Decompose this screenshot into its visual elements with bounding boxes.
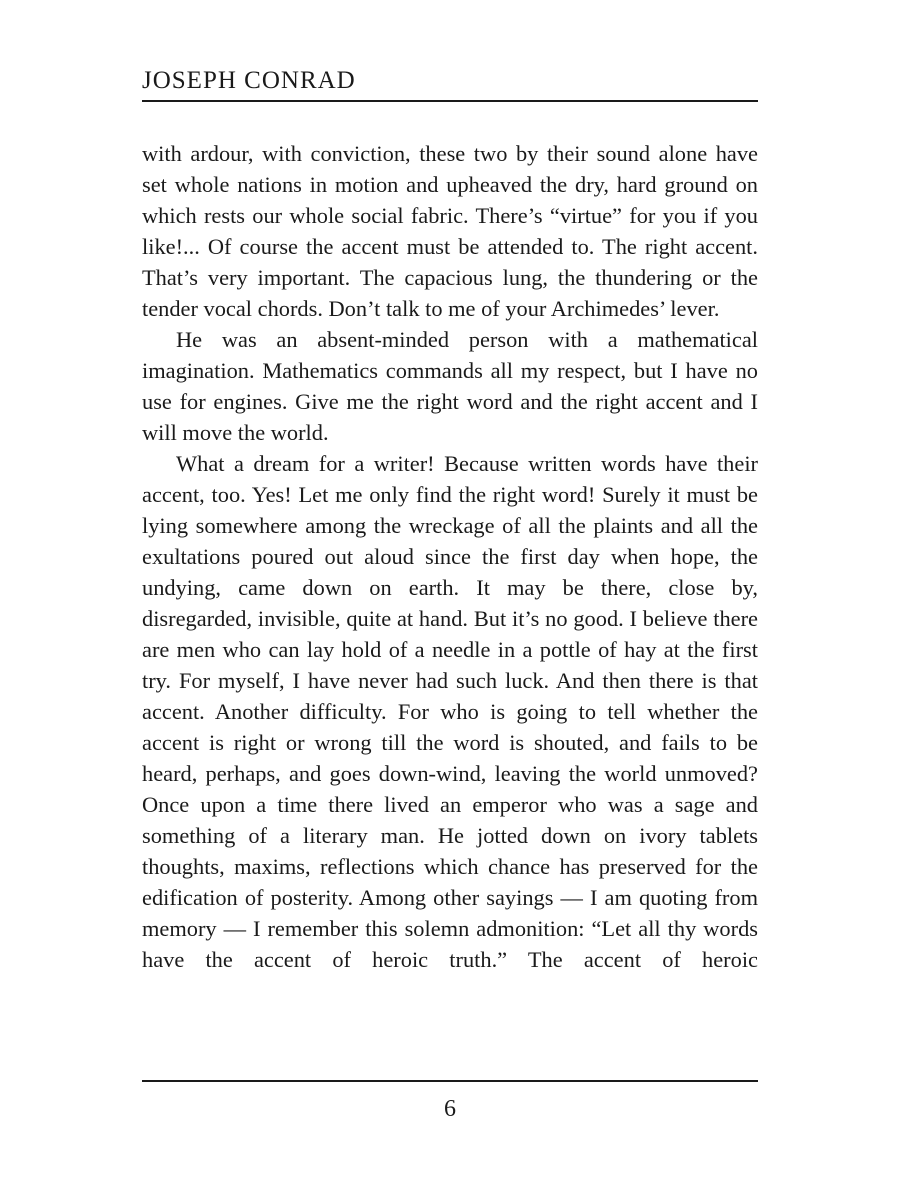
- page-number: 6: [444, 1096, 456, 1122]
- paragraph-1: with ardour, with conviction, these two by their sound alone have set whole nations in motion and upheaved the dry, hard ground on which rests our whole social fabric. There’s “virtue” for you if you like!... Of course the accent must be attended to. The right accent. That’s very important. The capacious lung, the thundering or the tender vocal chords. Don’t talk to me of your Archimedes’ lever.: [142, 141, 758, 321]
- paragraph-2: He was an absent-minded person with a mathematical imagination. Mathematics commands all my respect, but I have no use for engines. Give me the right word and the right accent and I will move the world.: [142, 327, 758, 445]
- paragraph-3: What a dream for a writer! Because written words have their accent, too. Yes! Let me only find the right word! Surely it must be lying somewhere among the wreckage of all the plaints and all the exultations poured out aloud since the first day when hope, the undying, came down on earth. It may be there, close by, disregarded, invisible, quite at hand. But it’s no good. I believe there are men who can lay hold of a needle in a pottle of hay at the first try. For myself, I have never had such luck. And then there is that accent. Another difficulty. For who is going to tell whether the accent is right or wrong till the word is shouted, and fails to be heard, perhaps, and goes down-wind, leaving the world unmoved? Once upon a time there lived an emperor who was a sage and something of a literary man. He jotted down on ivory tablets thoughts, maxims, reflections which chance has preserved for the edification of posterity. Among other sayings — I am quoting from memory — I remember this solemn admonition: “Let all thy words have the accent of heroic truth.” The accent of heroic: [142, 451, 758, 972]
- footer-rule: [142, 1080, 758, 1082]
- body-text: [142, 138, 758, 975]
- running-head: [142, 66, 758, 102]
- running-head-title: JOSEPH CONRAD: [142, 67, 356, 94]
